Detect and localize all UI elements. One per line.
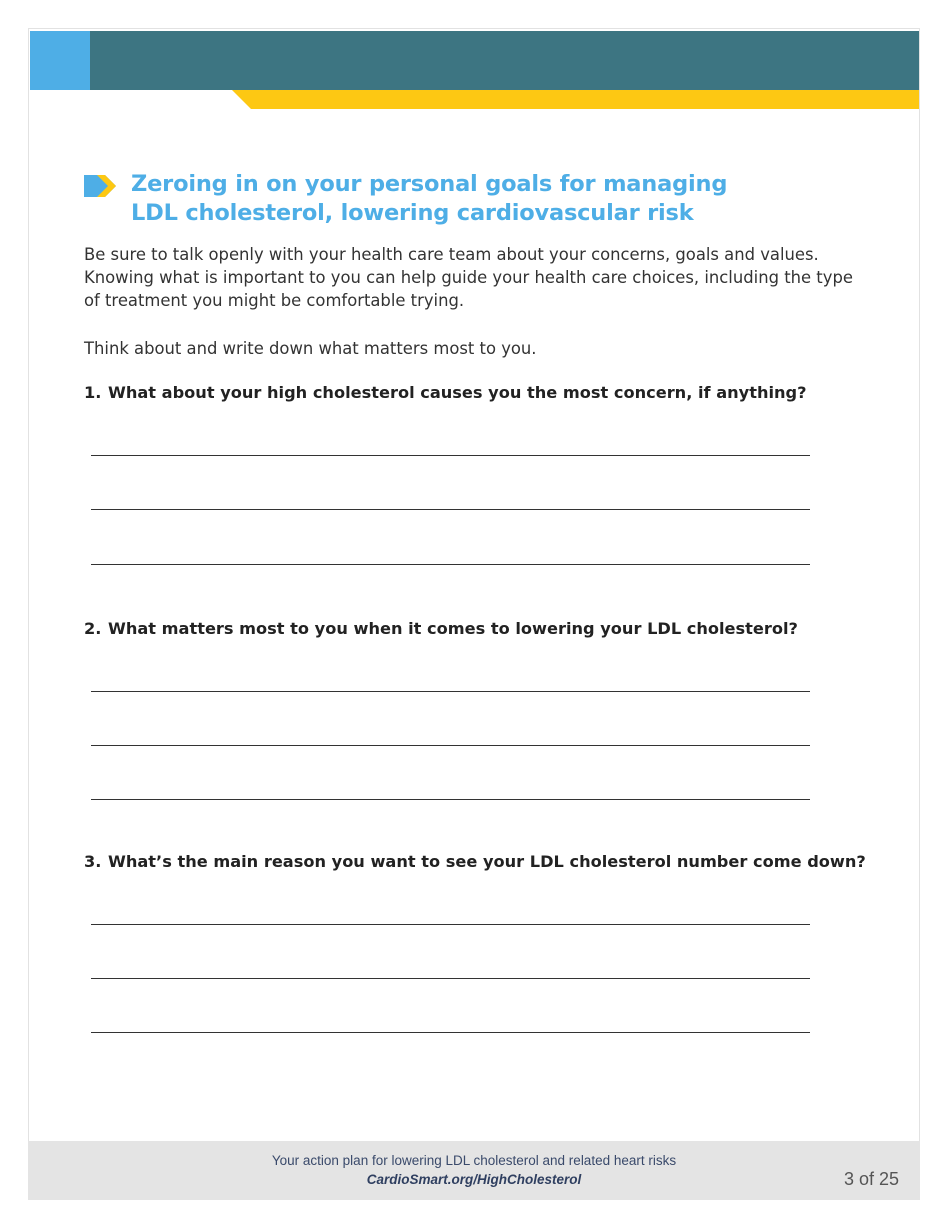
question-2 bbox=[84, 618, 798, 640]
footer-tagline: Your action plan for lowering LDL cholesterol and related heart risks bbox=[271, 1153, 677, 1168]
answer-line-q2-1[interactable] bbox=[91, 691, 810, 692]
answer-line-q3-2[interactable] bbox=[91, 978, 810, 979]
intro-line: Be sure to talk openly with your health care team about your concerns, goals and values. bbox=[84, 245, 819, 264]
write-prompt: Think about and write down what matters most to you. bbox=[84, 339, 537, 358]
question-text: What matters most to you when it comes to lowering your LDL cholesterol? bbox=[108, 619, 798, 638]
question-number: 2. bbox=[84, 619, 102, 638]
answer-line-q2-3[interactable] bbox=[91, 799, 810, 800]
intro-paragraph bbox=[84, 243, 884, 312]
page-footer bbox=[28, 1141, 920, 1200]
intro-line: of treatment you might be comfortable trying. bbox=[84, 291, 465, 310]
header-blue-block bbox=[30, 31, 90, 90]
answer-line-q1-2[interactable] bbox=[91, 509, 810, 510]
section-title-line: Zeroing in on your personal goals for managing bbox=[131, 171, 728, 197]
answer-line-q3-3[interactable] bbox=[91, 1032, 810, 1033]
question-text: What’s the main reason you want to see your LDL cholesterol number come down? bbox=[108, 852, 866, 871]
footer-url-link[interactable]: CardioSmart.org/HighCholesterol bbox=[366, 1172, 582, 1187]
question-1 bbox=[84, 382, 807, 404]
question-number: 1. bbox=[84, 383, 102, 402]
answer-line-q2-2[interactable] bbox=[91, 745, 810, 746]
answer-line-q3-1[interactable] bbox=[91, 924, 810, 925]
intro-line: Knowing what is important to you can help guide your health care choices, including the type bbox=[84, 268, 853, 287]
question-number: 3. bbox=[84, 852, 102, 871]
question-3 bbox=[84, 851, 866, 873]
header-teal-bar bbox=[90, 31, 919, 90]
header-yellow-stripe bbox=[232, 90, 919, 109]
chevron-arrow-icon bbox=[84, 175, 116, 197]
page-number: 3 of 25 bbox=[843, 1169, 899, 1189]
question-text: What about your high cholesterol causes you the most concern, if anything? bbox=[108, 383, 807, 402]
answer-line-q1-3[interactable] bbox=[91, 564, 810, 565]
section-title-line: LDL cholesterol, lowering cardiovascular risk bbox=[131, 200, 694, 226]
answer-line-q1-1[interactable] bbox=[91, 455, 810, 456]
section-title bbox=[131, 170, 851, 228]
